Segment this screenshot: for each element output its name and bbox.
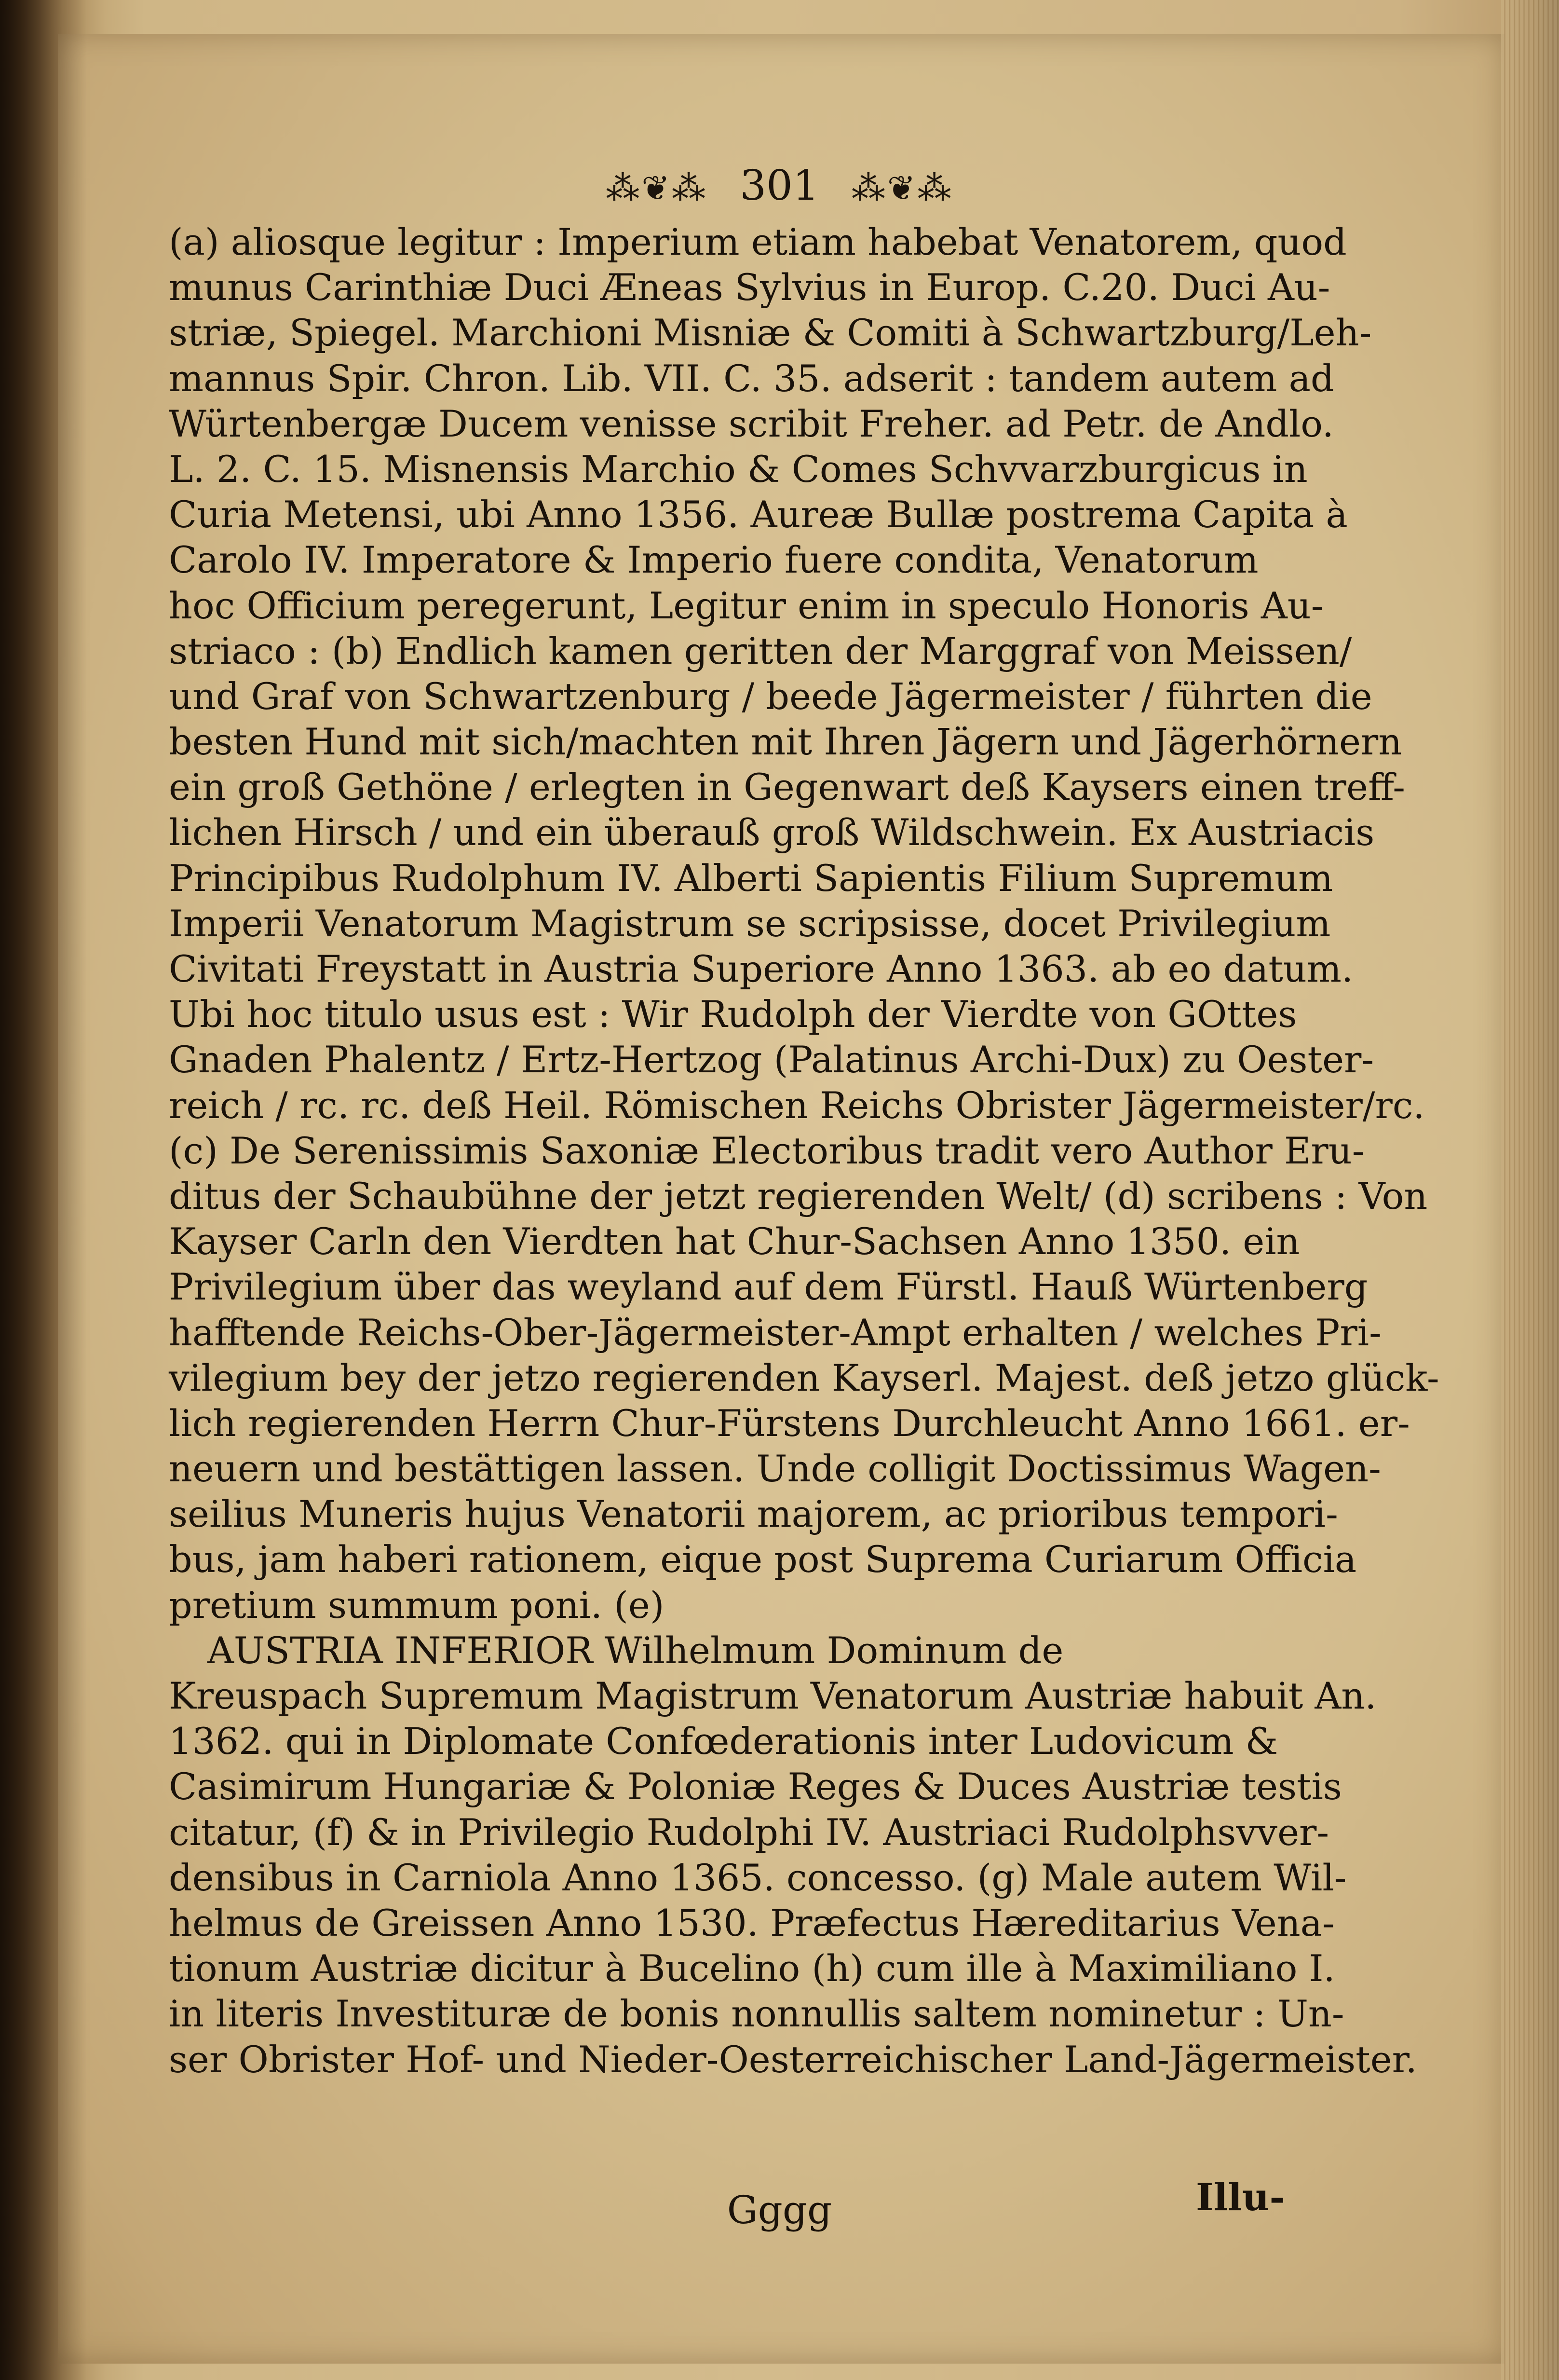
text-line: striaco : (b) Endlich kamen geritten der Marggraf von Meissen/ <box>169 629 1352 672</box>
signature-mark: Gggg <box>727 2188 832 2232</box>
text-line: lichen Hirsch / und ein überauß groß Wildschwein. Ex Austriacis <box>169 811 1375 854</box>
text-line: besten Hund mit sich/machten mit Ihren Jägern und Jägerhörnern <box>169 720 1402 764</box>
page-header <box>0 162 1559 210</box>
text-line: Privilegium über das weyland auf dem Fürstl. Hauß Würtenberg <box>169 1265 1368 1309</box>
text-line: Civitati Freystatt in Austria Superiore Anno 1363. ab eo datum. <box>169 947 1354 990</box>
text-line: Principibus Rudolphum IV. Alberti Sapientis Filium Supremum <box>169 856 1333 900</box>
text-line: tionum Austriæ dicitur à Bucelino (h) cum ille à Maximiliano I. <box>169 1947 1335 1990</box>
body-text <box>169 219 1439 2082</box>
text-line: Kreuspach Supremum Magistrum Venatorum Austriæ habuit An. <box>169 1674 1377 1717</box>
text-line: L. 2. C. 15. Misnensis Marchio & Comes Schvvarzburgicus in <box>169 447 1308 491</box>
text-line: hafftende Reichs-Ober-Jägermeister-Ampt erhalten / welches Pri- <box>169 1311 1382 1354</box>
ornament-right-icon: ⁂❦⁂ <box>851 168 953 208</box>
text-line: Ubi hoc titulo usus est : Wir Rudolph der Vierdte von GOttes <box>169 993 1297 1036</box>
page-number: 301 <box>740 162 819 210</box>
text-line: neuern und bestättigen lassen. Unde colligit Doctissimus Wagen- <box>169 1447 1381 1491</box>
text-line: (c) De Serenissimis Saxoniæ Electoribus tradit vero Author Eru- <box>169 1129 1365 1172</box>
text-line: pretium summum poni. (e) <box>169 1583 664 1627</box>
text-line: 1362. qui in Diplomate Confœderationis inter Ludovicum & <box>169 1720 1278 1763</box>
catchword: Illu- <box>1196 2175 1285 2219</box>
text-line: hoc Officium peregerunt, Legitur enim in speculo Honoris Au- <box>169 584 1324 627</box>
text-line: ser Obrister Hof- und Nieder-Oesterreichischer Land-Jägermeister. <box>169 2038 1417 2081</box>
text-line: citatur, (f) & in Privilegio Rudolphi IV. Austriaci Rudolphsvver- <box>169 1810 1329 1854</box>
text-line: striæ, Spiegel. Marchioni Misniæ & Comiti à Schwartzburg/Leh- <box>169 311 1372 355</box>
text-line: ein groß Gethöne / erlegten in Gegenwart deß Kaysers einen treff- <box>169 766 1405 809</box>
text-line: (a) aliosque legitur : Imperium etiam habebat Venatorem, quod <box>169 220 1347 263</box>
text-line: und Graf von Schwartzenburg / beede Jägermeister / führten die <box>169 674 1372 718</box>
text-line: densibus in Carniola Anno 1365. concesso. (g) Male autem Wil- <box>169 1856 1347 1899</box>
page-edges <box>1501 0 1559 2380</box>
text-line: seilius Muneris hujus Venatorii majorem, ac prioribus tempori- <box>169 1492 1338 1536</box>
text-line: Casimirum Hungariæ & Poloniæ Reges & Duces Austriæ testis <box>169 1765 1342 1808</box>
binding-gutter <box>0 0 87 2380</box>
text-line: Kayser Carln den Vierdten hat Chur-Sachsen Anno 1350. ein <box>169 1220 1300 1263</box>
text-line: helmus de Greissen Anno 1530. Præfectus Hæreditarius Vena- <box>169 1901 1335 1944</box>
ornament-left-icon: ⁂❦⁂ <box>606 168 708 208</box>
text-line: bus, jam haberi rationem, eique post Suprema Curiarum Officia <box>169 1538 1357 1581</box>
text-line: lich regierenden Herrn Chur-Fürstens Durchleucht Anno 1661. er- <box>169 1401 1410 1445</box>
text-line: Gnaden Phalentz / Ertz-Hertzog (Palatinus Archi-Dux) zu Oester- <box>169 1038 1374 1081</box>
text-line: Curia Metensi, ubi Anno 1356. Aureæ Bullæ postrema Capita à <box>169 493 1348 536</box>
text-line: vilegium bey der jetzo regierenden Kayserl. Majest. deß jetzo glück- <box>169 1356 1439 1399</box>
text-line: mannus Spir. Chron. Lib. VII. C. 35. adserit : tandem autem ad <box>169 356 1334 400</box>
text-line: Würtenbergæ Ducem venisse scribit Freher. ad Petr. de Andlo. <box>169 402 1334 445</box>
text-line: Imperii Venatorum Magistrum se scripsisse, docet Privilegium <box>169 902 1331 945</box>
text-line: ditus der Schaubühne der jetzt regierenden Welt/ (d) scribens : Von <box>169 1174 1428 1217</box>
text-line: reich / rc. rc. deß Heil. Römischen Reichs Obrister Jägermeister/rc. <box>169 1083 1425 1127</box>
text-line: munus Carinthiæ Duci Æneas Sylvius in Europ. C.20. Duci Au- <box>169 266 1330 309</box>
text-line: Carolo IV. Imperatore & Imperio fuere condita, Venatorum <box>169 538 1259 582</box>
text-line: in literis Investituræ de bonis nonnullis saltem nominetur : Un- <box>169 1992 1344 2036</box>
text-line: AUSTRIA INFERIOR Wilhelmum Dominum de <box>207 1628 1064 1672</box>
